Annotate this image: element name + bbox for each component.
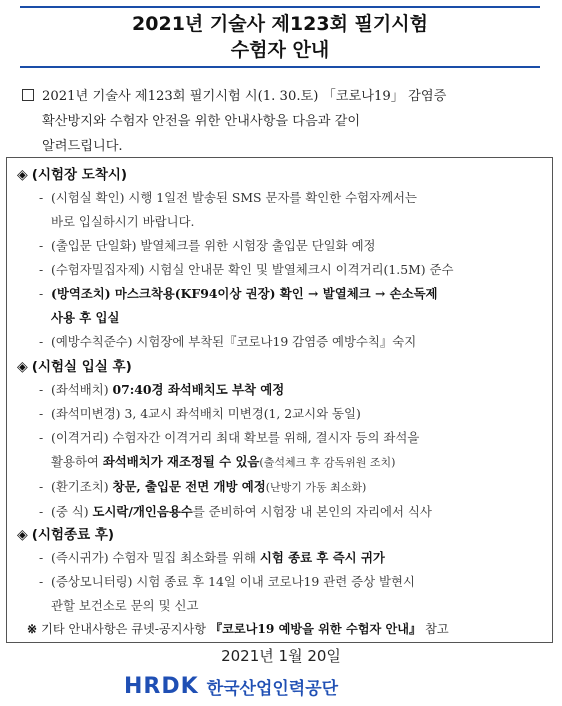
- item-bold-text: 창문, 출입문 전면 개방 예정: [112, 479, 266, 494]
- page-subtitle: 수험자 안내: [230, 39, 330, 61]
- item-text: (좌석배치): [51, 382, 113, 397]
- list-item: [17, 570, 543, 594]
- list-item: [17, 500, 543, 524]
- page-title: 2021년 기술사 제123회 필기시험: [132, 13, 428, 35]
- item-text: 바로 입실하시기 바랍니다.: [51, 214, 195, 229]
- section-after-exam: [17, 524, 543, 618]
- list-item-continuation: [17, 594, 543, 618]
- section-heading-text: (시험종료 후): [31, 527, 115, 543]
- list-item: [17, 378, 543, 402]
- section-heading-text: (시험실 입실 후): [31, 359, 132, 375]
- dash-bullet: -: [39, 262, 44, 277]
- item-text: (중 식): [51, 504, 93, 519]
- list-item: [17, 546, 543, 570]
- intro-paragraph: [22, 84, 544, 159]
- dash-bullet: -: [39, 190, 44, 205]
- section-heading-text: (시험장 도착시): [31, 167, 128, 183]
- dash-bullet: -: [39, 238, 44, 253]
- diamond-icon: ◈: [17, 527, 28, 543]
- diamond-icon: ◈: [17, 167, 28, 183]
- note-bold-text: 『코로나19 예방을 위한 수험자 안내』: [209, 622, 422, 636]
- list-item: [17, 330, 543, 354]
- list-item: [17, 426, 543, 450]
- list-item: [17, 186, 543, 210]
- item-text: (좌석미변경) 3, 4교시 좌석배치 미변경(1, 2교시와 동일): [51, 406, 361, 421]
- list-item: [17, 475, 543, 500]
- organization-name: 한국산업인력공단: [206, 678, 339, 699]
- item-text: (수험자밀집자제) 시험실 안내문 확인 및 발열체크시 이격거리(1.5M) 준수: [51, 262, 454, 277]
- list-item: [17, 234, 543, 258]
- dash-bullet: -: [39, 286, 44, 301]
- footer-note: [27, 619, 449, 639]
- list-item-continuation: [17, 450, 543, 475]
- item-text: (출입문 단일화) 발열체크를 위한 시험장 출입문 단일화 예정: [51, 238, 376, 253]
- dash-bullet: -: [39, 550, 44, 565]
- section-heading: [17, 164, 543, 186]
- diamond-icon: ◈: [17, 359, 28, 375]
- checkbox-icon: [22, 89, 34, 101]
- organization-logo: [124, 672, 338, 700]
- hrdk-logo-mark: HRDK: [124, 673, 199, 699]
- item-bold-text: 07:40경 좌석배치도 부착 예정: [112, 382, 285, 397]
- dash-bullet: -: [39, 406, 44, 421]
- list-item: [17, 282, 543, 306]
- item-text: 를 준비하여 시험장 내 본인의 자리에서 식사: [192, 504, 432, 519]
- dash-bullet: -: [39, 574, 44, 589]
- notice-panel: [6, 157, 553, 643]
- list-item: [17, 402, 543, 426]
- title-box: [20, 6, 540, 68]
- dash-bullet: -: [39, 479, 44, 494]
- section-heading: [17, 524, 543, 546]
- item-text: 활용하여: [51, 454, 103, 469]
- section-in-room: [17, 356, 543, 524]
- note-text: 참고: [421, 622, 449, 636]
- item-text: (방역조치) 마스크착용(KF94이상 권장) 확인 → 발열체크 → 손소독제: [51, 286, 438, 301]
- item-text: 관할 보건소로 문의 및 신고: [51, 598, 199, 613]
- item-text: (예방수칙준수) 시험장에 부착된『코로나19 감염증 예방수칙』숙지: [51, 334, 417, 349]
- item-bold-text: 시험 종료 후 즉시 귀가: [259, 550, 385, 565]
- section-heading: [17, 356, 543, 378]
- section-arrival: [17, 164, 543, 354]
- item-small-text: (출석체크 후 감독위원 조치): [259, 456, 396, 469]
- dash-bullet: -: [39, 430, 44, 445]
- issue-date: 2021년 1월 20일: [221, 647, 341, 665]
- intro-line-3: 알려드립니다.: [42, 139, 123, 154]
- dash-bullet: -: [39, 504, 44, 519]
- list-item-continuation: [17, 210, 543, 234]
- item-text: (환기조치): [51, 479, 113, 494]
- item-text: 사용 후 입실: [51, 310, 120, 325]
- intro-line-2: 확산방지와 수험자 안전을 위한 안내사항을 다음과 같이: [42, 114, 361, 129]
- item-small-text: (난방기 가동 최소화): [265, 481, 367, 494]
- dash-bullet: -: [39, 382, 44, 397]
- list-item-continuation: [17, 306, 543, 330]
- intro-line-1: 2021년 기술사 제123회 필기시험 시(1. 30.토) 「코로나19」 감염증: [42, 89, 447, 104]
- item-text: (증상모니터링) 시험 종료 후 14일 이내 코로나19 관련 증상 발현시: [51, 574, 415, 589]
- list-item: [17, 258, 543, 282]
- item-text: (즉시귀가) 수험자 밀집 최소화를 위해: [51, 550, 260, 565]
- item-bold-text: 도시락/개인음용수: [92, 504, 193, 519]
- dash-bullet: -: [39, 334, 44, 349]
- note-text: 기타 안내사항은 큐넷-공지사항: [41, 622, 210, 636]
- item-text: (시험실 확인) 시행 1일전 발송된 SMS 문자를 확인한 수험자께서는: [51, 190, 417, 205]
- item-bold-text: 좌석배치가 재조정될 수 있음: [102, 454, 260, 469]
- note-mark: ※: [27, 622, 38, 636]
- item-text: (이격거리) 수험자간 이격거리 최대 확보를 위해, 결시자 등의 좌석을: [51, 430, 420, 445]
